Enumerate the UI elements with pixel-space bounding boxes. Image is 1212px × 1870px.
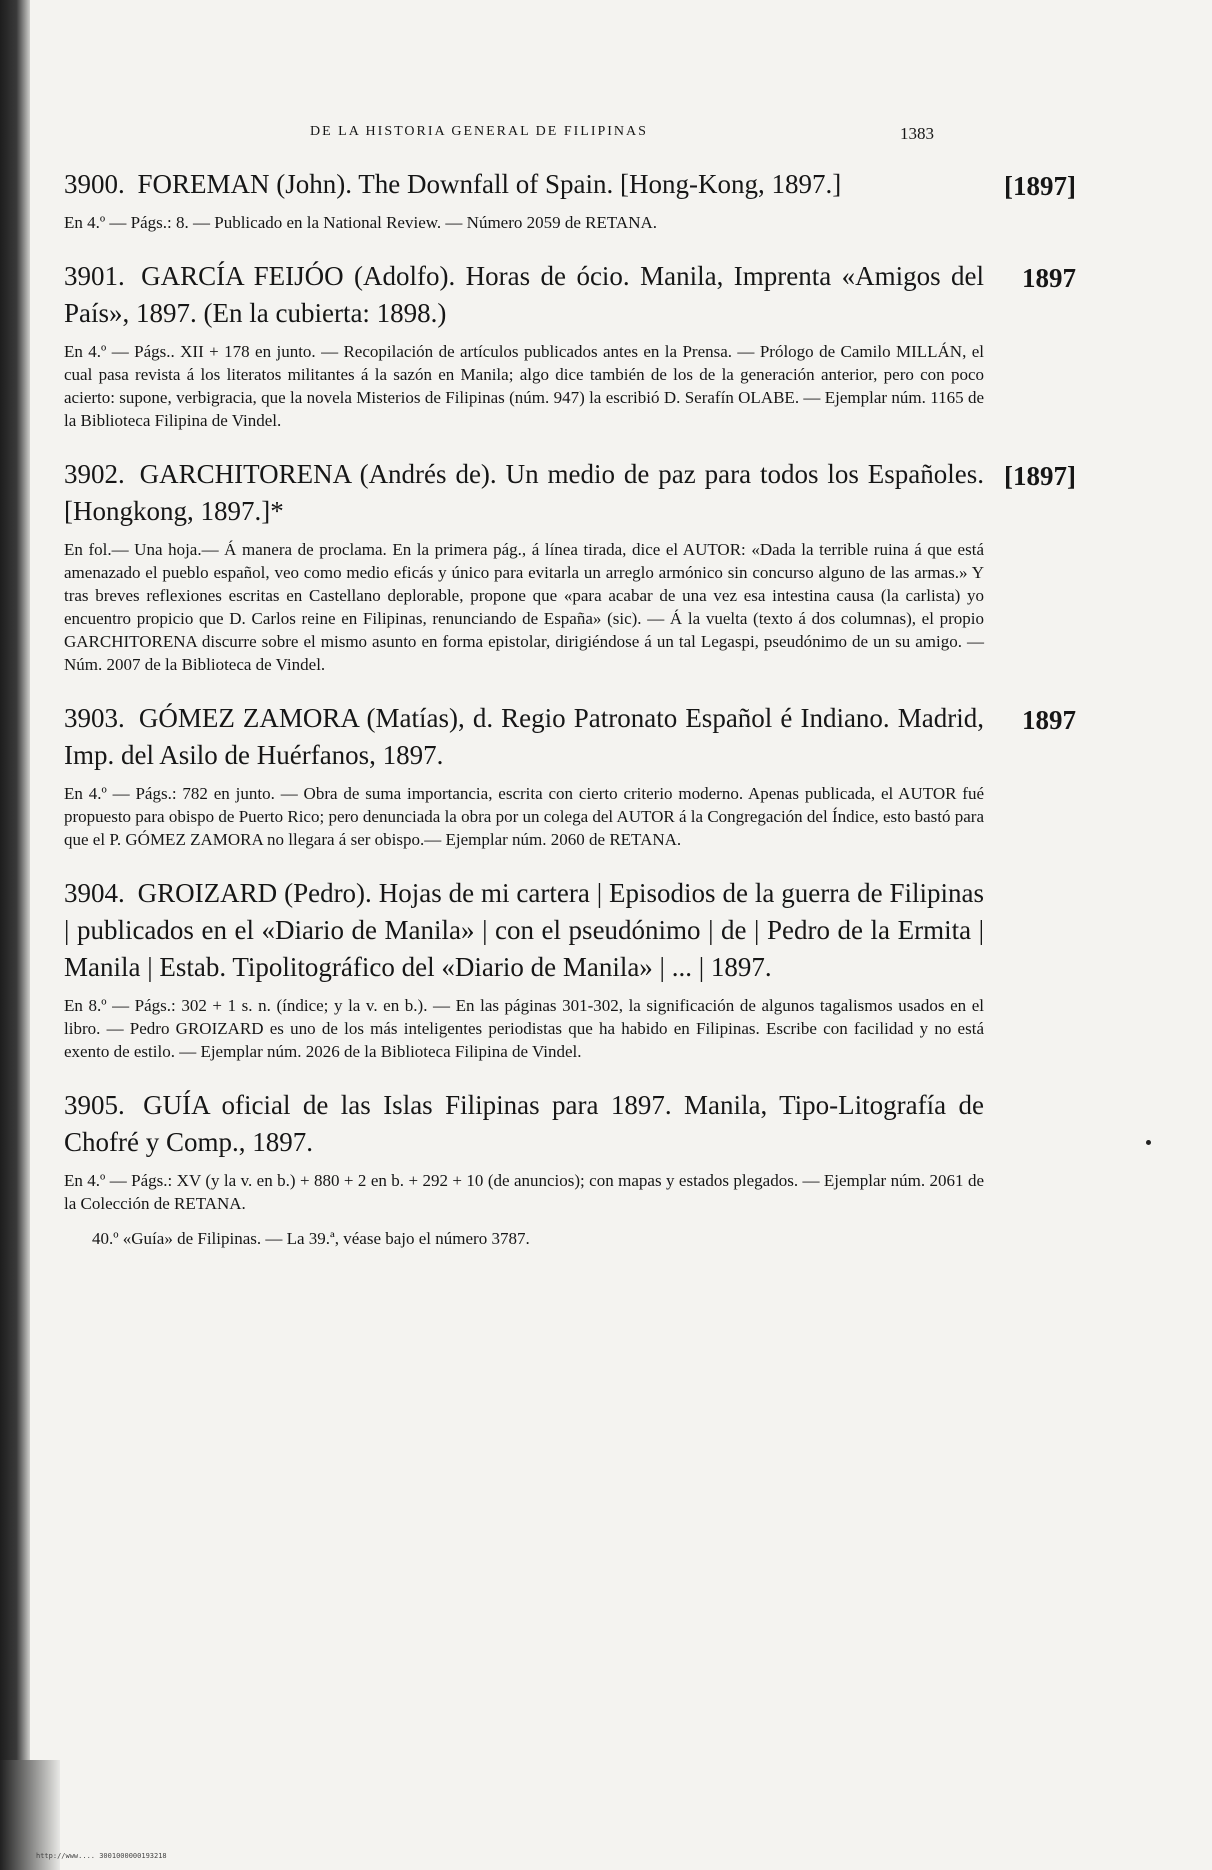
entry-description: En 4.º — Págs.: 782 en junto. — Obra de suma importancia, escrita con cierto criterio moderno. Apenas publicada, el AUTOR fué propuesto para obispo de Puerto Rico; pero denunciada la obra por un colega del AUTOR á la Congregación del Índice, esto bastó para que el P. GÓMEZ ZAMORA no llegara á ser obispo.— Ejemplar núm. 2060 de RETANA.	[64, 784, 984, 849]
page-content	[64, 118, 1104, 1250]
entry-title: GROIZARD (Pedro). Hojas de mi cartera | Episodios de la guerra de Filipinas | publicados en el «Diario de Manila» | con el pseudónimo | de | Pedro de la Ermita | Manila | Estab. Tipolitográfico del «Diario de Manila» | ... | 1897.	[64, 878, 985, 982]
entry-title: GARCHITORENA (Andrés de). Un medio de paz para todos los Españoles. [Hongkong, 1897.]*	[64, 459, 985, 526]
entry-number: 3902.	[64, 459, 125, 489]
page-number: 1383	[900, 124, 934, 143]
entry-number: 3900.	[64, 169, 125, 199]
running-head	[64, 118, 1104, 158]
scan-id: http://www.... 3001000000193218	[36, 1852, 167, 1860]
entry-title: FOREMAN (John). The Downfall of Spain. [Hong-Kong, 1897.]	[137, 169, 842, 199]
entry-year: 1897	[1022, 263, 1076, 293]
entry-title: GUÍA oficial de las Islas Filipinas para 1897. Manila, Tipo-Litografía de Chofré y Comp., 1897.	[64, 1090, 985, 1157]
entry-year: [1897]	[1004, 461, 1076, 491]
entry-3903	[64, 700, 1104, 851]
entry-number: 3901.	[64, 261, 125, 291]
entry-year: [1897]	[1004, 171, 1076, 201]
entry-description: En 4.º — Págs.: XV (y la v. en b.) + 880 + 2 en b. + 292 + 10 (de anuncios); con mapas y estados plegados. — Ejemplar núm. 2061 de la Colección de RETANA.	[64, 1171, 984, 1213]
entry-title: GARCÍA FEIJÓO (Adolfo). Horas de ócio. Manila, Imprenta «Amigos del País», 1897. (En la cubierta: 1898.)	[64, 261, 985, 328]
ink-dot	[1146, 1140, 1151, 1145]
entry-number: 3905.	[64, 1090, 125, 1120]
entry-description: En 4.º — Págs.: 8. — Publicado en la National Review. — Número 2059 de RETANA.	[64, 213, 657, 232]
entry-3900	[64, 166, 1104, 234]
entry-3901	[64, 258, 1104, 432]
entry-description: En fol.— Una hoja.— Á manera de proclama. En la primera pág., á línea tirada, dice el AUTOR: «Dada la terrible ruina á que está amenazado el pueblo español, veo como medio eficás y único para evitarla un arreglo armónico sin concurso alguno de las armas.» Y tras breves reflexiones escritas en Castellano deplorable, propone que «para acabar de una vez esa intestina causa (la carlista) yo encuentro propicio que D. Carlos reine en Filipinas, renunciando de España» (sic). — Á la vuelta (texto á dos columnas), el propio GARCHITORENA discurre sobre el mismo asunto en forma epistolar, dirigiéndose á un tal Legaspi, pseudónimo de un su amigo. — Núm. 2007 de la Biblioteca de Vindel.	[64, 540, 984, 674]
entry-number: 3904.	[64, 878, 125, 908]
entry-3902	[64, 456, 1104, 676]
footnote: 40.º «Guía» de Filipinas. — La 39.ª, véase bajo el número 3787.	[92, 1229, 530, 1248]
entry-3904	[64, 875, 1104, 1063]
entry-description: En 4.º — Págs.. XII + 178 en junto. — Recopilación de artículos publicados antes en la Prensa. — Prólogo de Camilo MILLÁN, el cual pasa revista á los literatos militantes á la sazón en Manila; algo dice también de los de la generación anterior, pero con poco acierto: supone, verbigracia, que la novela Misterios de Filipinas (núm. 947) la escribió D. Serafín OLABE. — Ejemplar núm. 1165 de la Biblioteca Filipina de Vindel.	[64, 342, 984, 430]
entry-3905	[64, 1087, 1104, 1215]
running-head-title: DE LA HISTORIA GENERAL DE FILIPINAS	[310, 124, 648, 139]
entry-number: 3903.	[64, 703, 125, 733]
scan-edge	[0, 0, 30, 1870]
entry-description: En 8.º — Págs.: 302 + 1 s. n. (índice; y la v. en b.). — En las páginas 301-302, la significación de algunos tagalismos usados en el libro. — Pedro GROIZARD es uno de los más inteligentes periodistas que ha habido en Filipinas. Escribe con facilidad y no está exento de estilo. — Ejemplar núm. 2026 de la Biblioteca Filipina de Vindel.	[64, 996, 984, 1061]
entry-year: 1897	[1022, 705, 1076, 735]
entry-title: GÓMEZ ZAMORA (Matías), d. Regio Patronato Español é Indiano. Madrid, Imp. del Asilo de Huérfanos, 1897.	[64, 703, 985, 770]
